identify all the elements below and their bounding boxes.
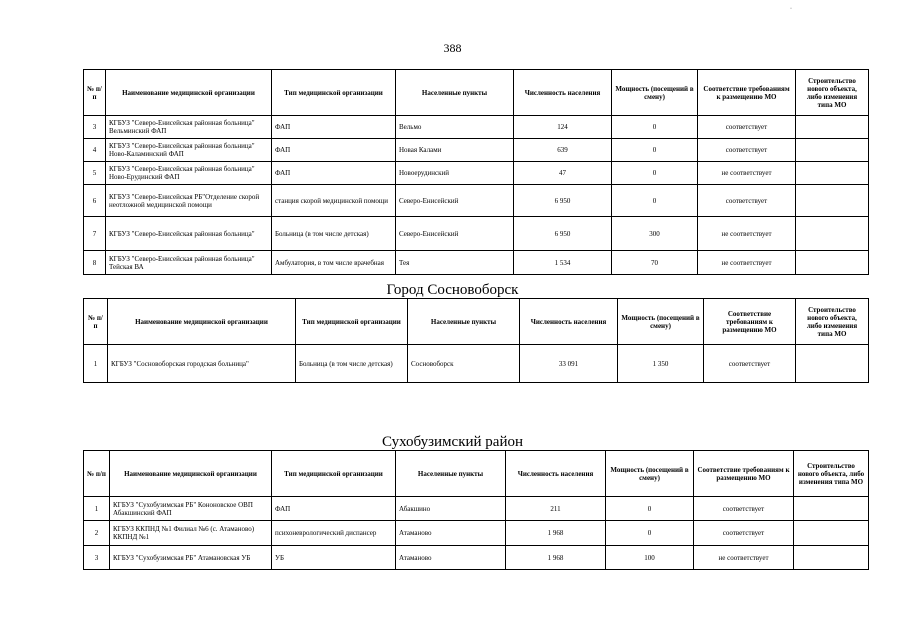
header-population: Численность населения xyxy=(506,451,606,497)
cell-name: КГБУЗ "Сухобузимская РБ" Атамановская УБ xyxy=(110,546,272,570)
cell-compliance: соответствует xyxy=(698,116,796,139)
cell-settlement: Сосновоборск xyxy=(408,345,520,383)
cell-capacity: 70 xyxy=(612,251,698,275)
cell-name: КГБУЗ "Северо-Енисейская районная больница" Тейская ВА xyxy=(106,251,272,275)
cell-type: Амбулатория, в том числе врачебная xyxy=(272,251,396,275)
cell-num: 5 xyxy=(84,162,106,185)
cell-population: 211 xyxy=(506,497,606,521)
header-type: Тип медицинской организации xyxy=(272,451,396,497)
cell-capacity: 0 xyxy=(612,116,698,139)
header-settlements: Населенные пункты xyxy=(408,299,520,345)
table-row xyxy=(84,139,869,162)
table-row xyxy=(84,185,869,217)
header-num: № п/п xyxy=(84,70,106,116)
section-title-sukhobuzimsky: Сухобузимский район xyxy=(381,434,524,450)
corner-mark: · xyxy=(790,6,792,12)
cell-construction xyxy=(796,345,869,383)
cell-num: 6 xyxy=(84,185,106,217)
header-name: Наименование медицинской организации xyxy=(110,451,272,497)
cell-name: КГБУЗ "Северо-Енисейская районная больница" Вельминский ФАП xyxy=(106,116,272,139)
header-capacity: Мощность (посещений в смену) xyxy=(612,70,698,116)
cell-name: КГБУЗ "Северо-Енисейская районная больница" Ново-Ерудинский ФАП xyxy=(106,162,272,185)
cell-compliance: соответствует xyxy=(694,521,794,546)
table-row xyxy=(84,497,869,521)
cell-compliance: не соответствует xyxy=(698,251,796,275)
table-row xyxy=(84,162,869,185)
cell-population: 6 950 xyxy=(514,185,612,217)
table-row xyxy=(84,345,869,383)
header-settlements: Населенные пункты xyxy=(396,451,506,497)
cell-compliance: не соответствует xyxy=(698,217,796,251)
cell-construction xyxy=(796,251,869,275)
cell-name: КГБУЗ "Северо-Енисейская районная больница" xyxy=(106,217,272,251)
cell-capacity: 0 xyxy=(612,162,698,185)
cell-capacity: 0 xyxy=(606,521,694,546)
cell-capacity: 0 xyxy=(606,497,694,521)
cell-compliance: соответствует xyxy=(704,345,796,383)
cell-construction xyxy=(794,521,869,546)
header-num: № п/п xyxy=(84,451,110,497)
cell-construction xyxy=(796,185,869,217)
cell-num: 4 xyxy=(84,139,106,162)
cell-num: 1 xyxy=(84,497,110,521)
header-compliance: Соответствие требованиям к размещению МО xyxy=(704,299,796,345)
header-population: Численность населения xyxy=(514,70,612,116)
cell-settlement: Тея xyxy=(396,251,514,275)
cell-num: 2 xyxy=(84,521,110,546)
cell-name: КГБУЗ ККПНД №1 Филиал №6 (с. Атаманово) ККПНД №1 xyxy=(110,521,272,546)
cell-type: УБ xyxy=(272,546,396,570)
cell-num: 3 xyxy=(84,116,106,139)
header-compliance: Соответствие требованиям к размещению МО xyxy=(698,70,796,116)
table-sosnovoborsk xyxy=(83,298,869,383)
cell-population: 47 xyxy=(514,162,612,185)
cell-settlement: Атаманово xyxy=(396,521,506,546)
cell-settlement: Новая Калами xyxy=(396,139,514,162)
header-name: Наименование медицинской организации xyxy=(108,299,296,345)
header-capacity: Мощность (посещений в смену) xyxy=(618,299,704,345)
header-type: Тип медицинской организации xyxy=(296,299,408,345)
cell-settlement: Новоерудинский xyxy=(396,162,514,185)
cell-settlement: Северо-Енисейский xyxy=(396,185,514,217)
cell-compliance: соответствует xyxy=(698,139,796,162)
cell-capacity: 0 xyxy=(612,185,698,217)
cell-construction xyxy=(796,162,869,185)
cell-capacity: 300 xyxy=(612,217,698,251)
table-row xyxy=(84,546,869,570)
cell-population: 124 xyxy=(514,116,612,139)
cell-name: КГБУЗ "Сухобузимская РБ" Кононовское ОВП Абакшинский ФАП xyxy=(110,497,272,521)
cell-construction xyxy=(796,139,869,162)
header-compliance: Соответствие требованиям к размещению МО xyxy=(694,451,794,497)
cell-num: 7 xyxy=(84,217,106,251)
cell-construction xyxy=(794,497,869,521)
cell-name: КГБУЗ "Северо-Енисейская районная больница" Ново-Каламинский ФАП xyxy=(106,139,272,162)
table-row xyxy=(84,521,869,546)
cell-compliance: не соответствует xyxy=(698,162,796,185)
cell-construction xyxy=(796,217,869,251)
header-construction: Строительство нового объекта, либо изменения типа МО xyxy=(796,70,869,116)
cell-settlement: Атаманово xyxy=(396,546,506,570)
cell-population: 33 091 xyxy=(520,345,618,383)
cell-population: 1 534 xyxy=(514,251,612,275)
cell-name: КГБУЗ "Сосновоборская городская больница" xyxy=(108,345,296,383)
cell-population: 1 968 xyxy=(506,521,606,546)
header-population: Численность населения xyxy=(520,299,618,345)
table-row xyxy=(84,116,869,139)
cell-num: 8 xyxy=(84,251,106,275)
header-capacity: Мощность (посещений в смену) xyxy=(606,451,694,497)
cell-type: ФАП xyxy=(272,497,396,521)
cell-settlement: Абакшино xyxy=(396,497,506,521)
table-row xyxy=(84,217,869,251)
cell-capacity: 0 xyxy=(612,139,698,162)
cell-compliance: соответствует xyxy=(698,185,796,217)
cell-num: 3 xyxy=(84,546,110,570)
cell-type: Больница (в том числе детская) xyxy=(296,345,408,383)
header-settlements: Населенные пункты xyxy=(396,70,514,116)
table-north-yenisei xyxy=(83,69,869,275)
cell-settlement: Северо-Енисейский xyxy=(396,217,514,251)
cell-capacity: 100 xyxy=(606,546,694,570)
cell-type: Больница (в том числе детская) xyxy=(272,217,396,251)
table-row xyxy=(84,251,869,275)
header-construction: Строительство нового объекта, либо изменения типа МО xyxy=(794,451,869,497)
cell-population: 6 950 xyxy=(514,217,612,251)
cell-construction xyxy=(794,546,869,570)
cell-population: 639 xyxy=(514,139,612,162)
header-construction: Строительство нового объекта, либо изменения типа МО xyxy=(796,299,869,345)
cell-compliance: не соответствует xyxy=(694,546,794,570)
page-number: 388 xyxy=(443,41,462,55)
cell-type: психоневрологический диспансер xyxy=(272,521,396,546)
cell-type: ФАП xyxy=(272,139,396,162)
cell-name: КГБУЗ "Северо-Енисейская РБ"Отделение скорой неотложной медицинской помощи xyxy=(106,185,272,217)
section-title-sosnovoborsk: Город Сосновоборск xyxy=(386,282,519,298)
cell-type: станция скорой медицинской помощи xyxy=(272,185,396,217)
header-name: Наименование медицинской организации xyxy=(106,70,272,116)
cell-capacity: 1 350 xyxy=(618,345,704,383)
cell-type: ФАП xyxy=(272,162,396,185)
cell-type: ФАП xyxy=(272,116,396,139)
table-sukhobuzimsky xyxy=(83,450,869,570)
cell-num: 1 xyxy=(84,345,108,383)
cell-construction xyxy=(796,116,869,139)
header-num: № п/п xyxy=(84,299,108,345)
cell-settlement: Вельмо xyxy=(396,116,514,139)
header-type: Тип медицинской организации xyxy=(272,70,396,116)
cell-population: 1 968 xyxy=(506,546,606,570)
cell-compliance: соответствует xyxy=(694,497,794,521)
